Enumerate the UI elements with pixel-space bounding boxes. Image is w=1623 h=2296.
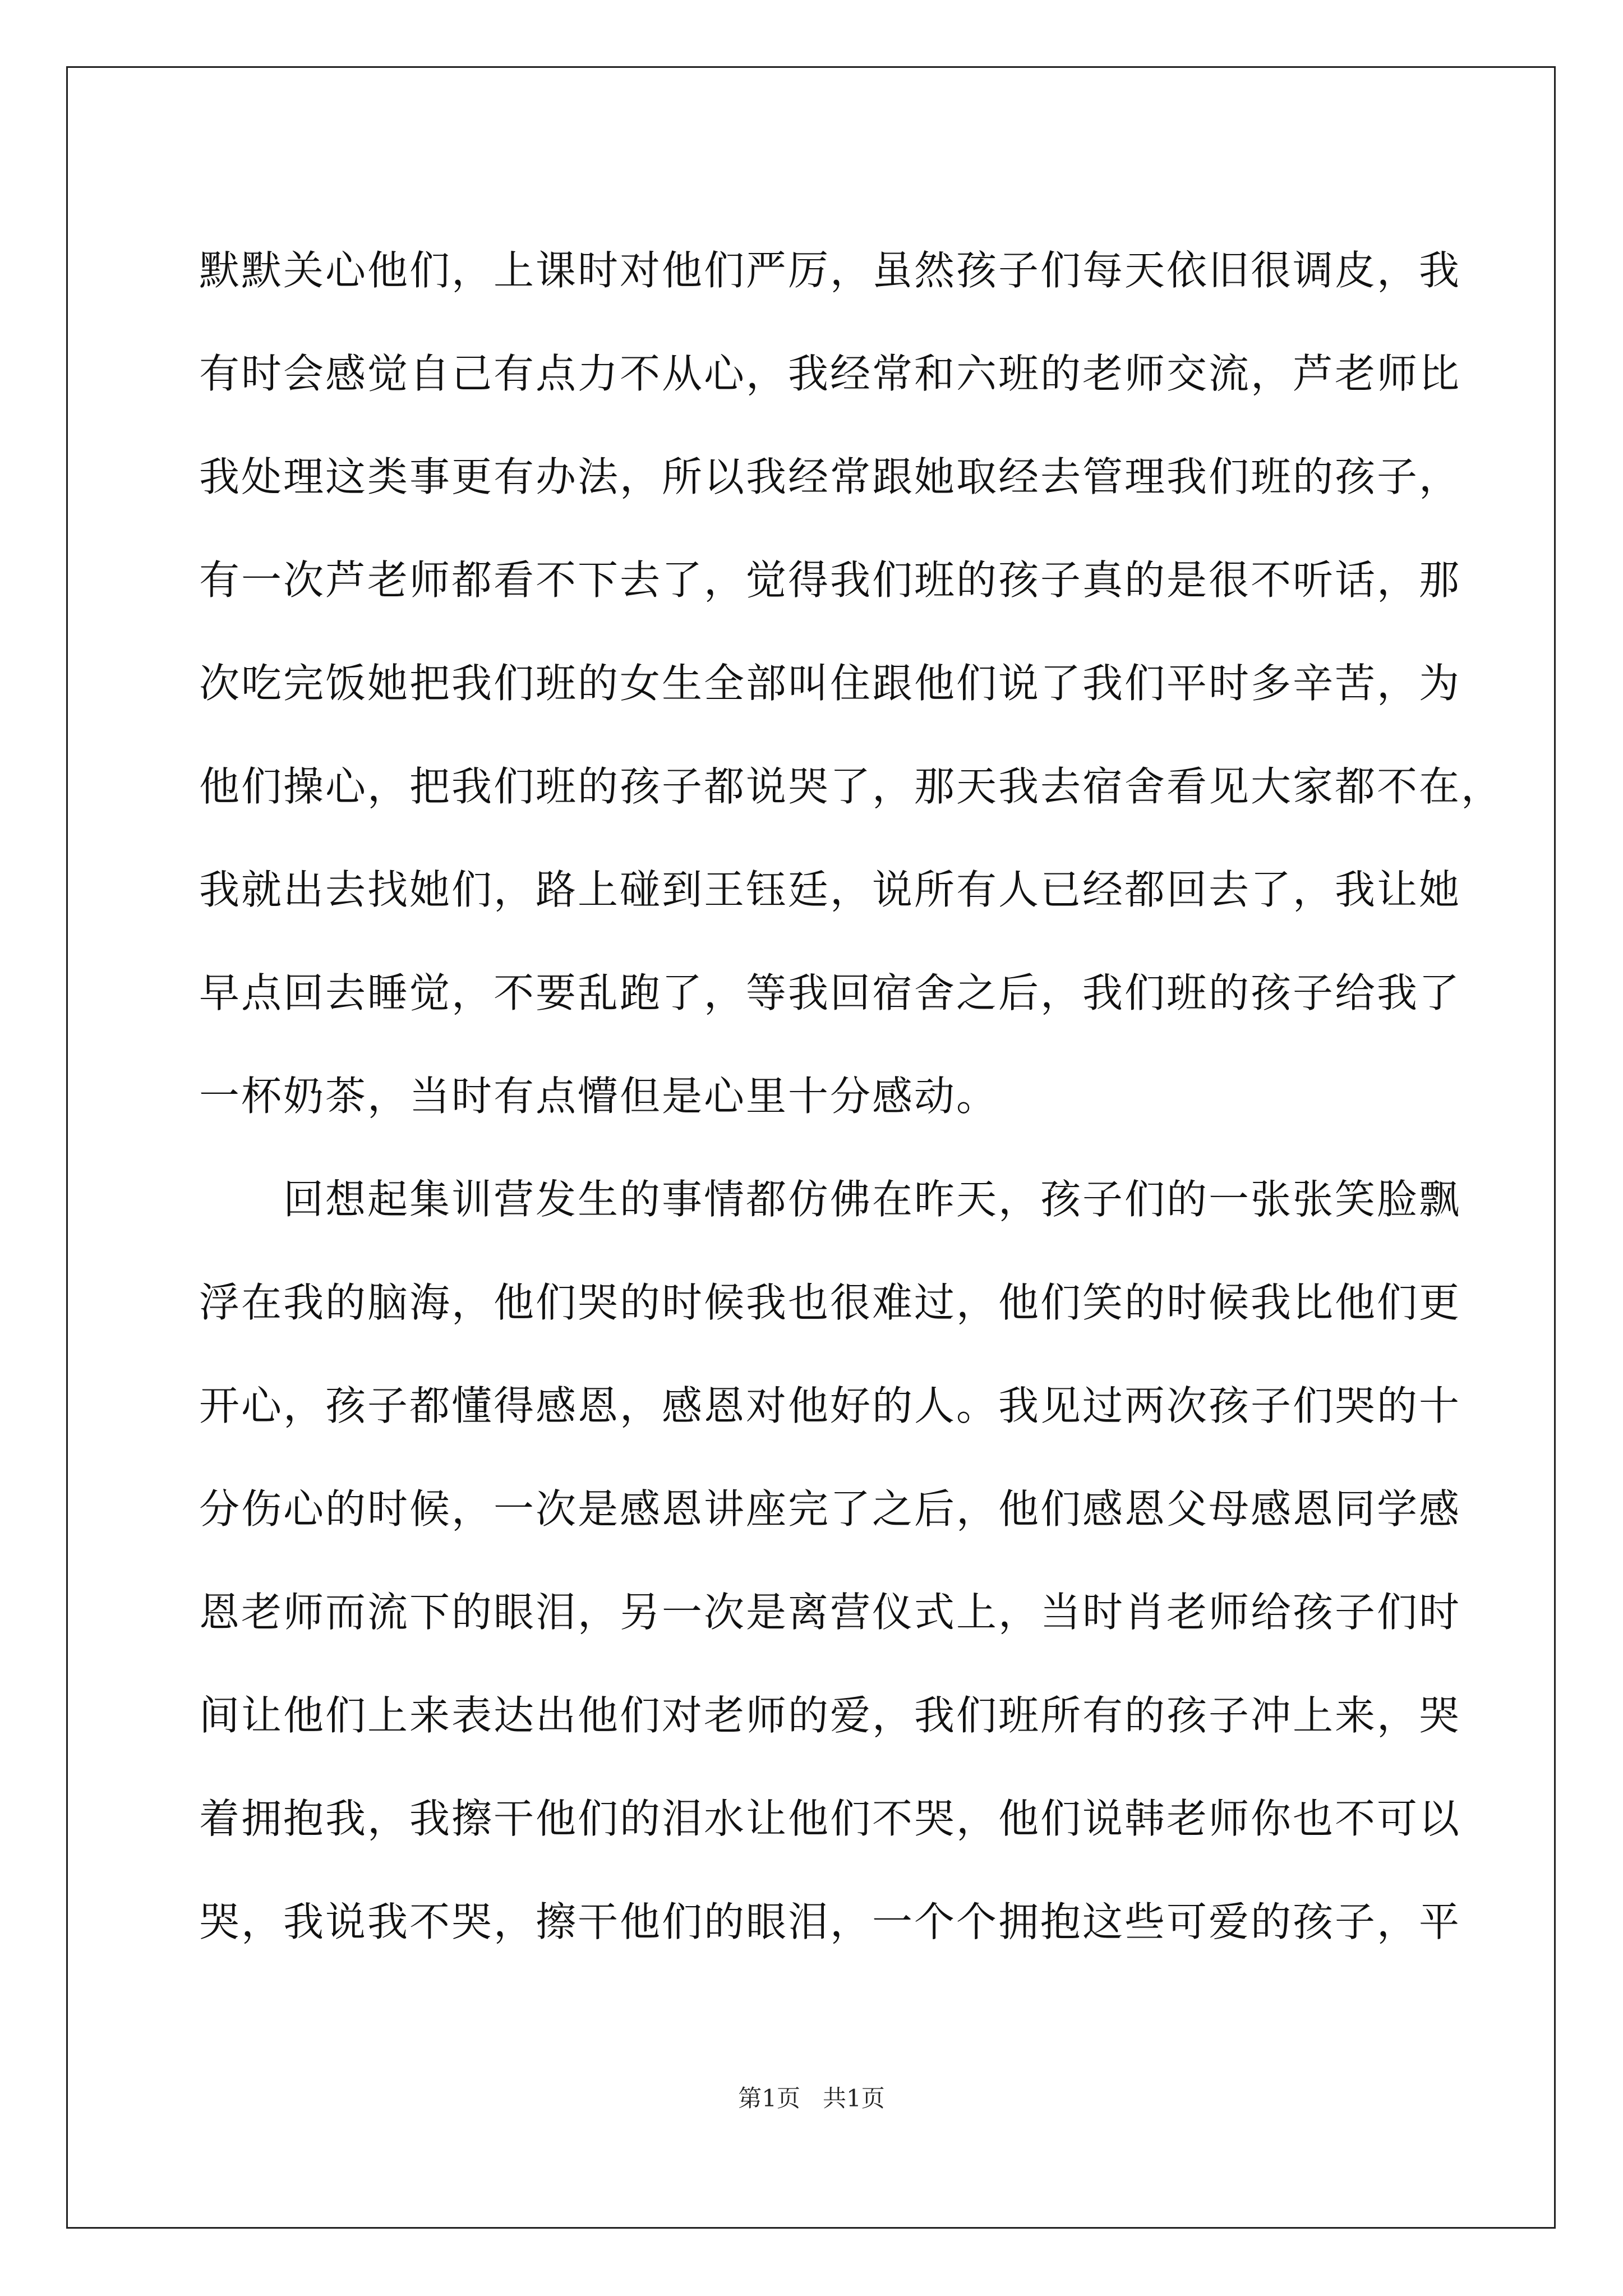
paragraph-line: 他们操心，把我们班的孩子都说哭了，那天我去宿舍看见大家都不在， bbox=[199, 763, 1504, 810]
page-footer: 第1页 共1页 bbox=[738, 2085, 885, 2112]
paragraph-line: 有时会感觉自己有点力不从心，我经常和六班的老师交流，芦老师比 bbox=[199, 350, 1461, 397]
paragraph-line: 分伤心的时候，一次是感恩讲座完了之后，他们感恩父母感恩同学感 bbox=[199, 1485, 1461, 1533]
paragraph-line: 浮在我的脑海，他们哭的时候我也很难过，他们笑的时候我比他们更 bbox=[199, 1279, 1461, 1326]
paragraph-line: 间让他们上来表达出他们对老师的爱，我们班所有的孩子冲上来，哭 bbox=[199, 1692, 1461, 1739]
paragraph-line: 早点回去睡觉，不要乱跑了，等我回宿舍之后，我们班的孩子给我了 bbox=[199, 969, 1461, 1016]
paragraph-line: 着拥抱我，我擦干他们的泪水让他们不哭，他们说韩老师你也不可以 bbox=[199, 1795, 1461, 1842]
paragraph-line: 我处理这类事更有办法，所以我经常跟她取经去管理我们班的孩子， bbox=[199, 453, 1461, 500]
paragraph-line: 我就出去找她们，路上碰到王钰廷，说所有人已经都回去了，我让她 bbox=[199, 866, 1461, 913]
paragraph-line: 默默关心他们，上课时对他们严厉，虽然孩子们每天依旧很调皮，我 bbox=[199, 247, 1461, 294]
paragraph-line: 次吃完饭她把我们班的女生全部叫住跟他们说了我们平时多辛苦，为 bbox=[199, 660, 1461, 707]
paragraph-line: 恩老师而流下的眼泪，另一次是离营仪式上，当时肖老师给孩子们时 bbox=[199, 1589, 1461, 1636]
paragraph-line: 哭，我说我不哭，擦干他们的眼泪，一个个拥抱这些可爱的孩子，平 bbox=[199, 1898, 1461, 1945]
document-body bbox=[199, 219, 1504, 1973]
paragraph-first-line: 回想起集训营发生的事情都仿佛在昨天，孩子们的一张张笑脸飘 bbox=[283, 1176, 1461, 1223]
paragraph-line: 一杯奶茶，当时有点懵但是心里十分感动。 bbox=[199, 1073, 999, 1120]
paragraph-line: 有一次芦老师都看不下去了，觉得我们班的孩子真的是很不听话，那 bbox=[199, 556, 1461, 604]
paragraph-line: 开心，孩子都懂得感恩，感恩对他好的人。我见过两次孩子们哭的十 bbox=[199, 1382, 1461, 1429]
